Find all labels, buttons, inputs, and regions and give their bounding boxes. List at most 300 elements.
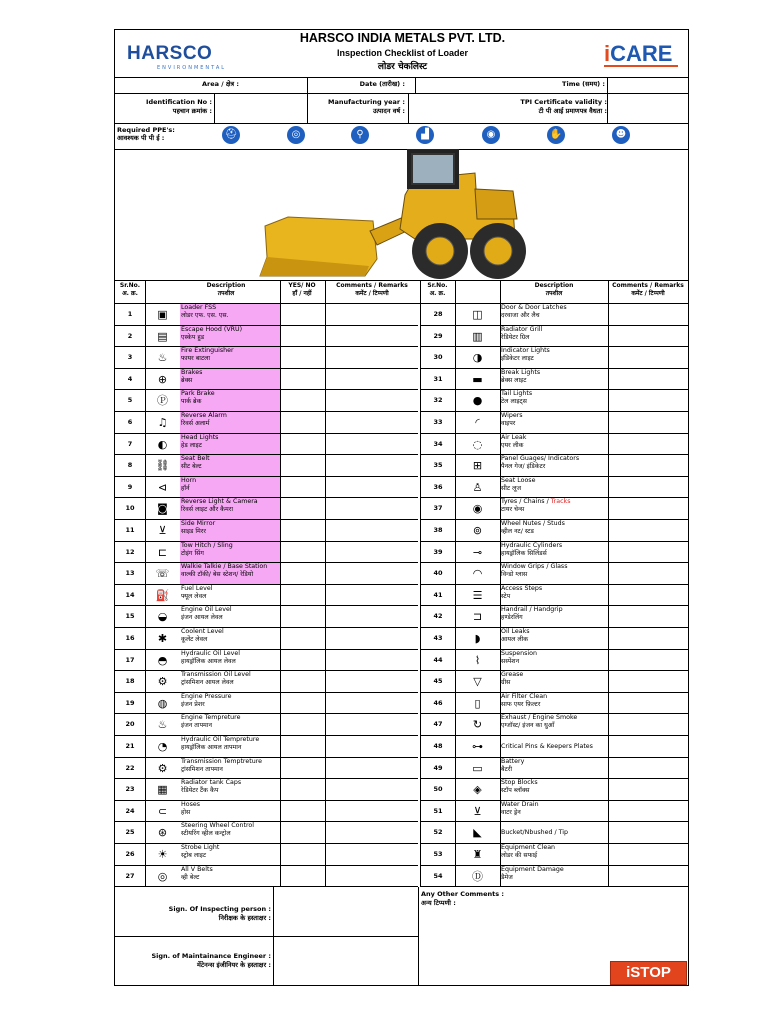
item-label-hi: टायर चेन्स	[501, 506, 525, 514]
row-number: 17	[115, 650, 145, 672]
item-description	[500, 455, 608, 477]
item-label-text: Wipers	[501, 412, 523, 419]
row-number: 11	[115, 520, 145, 542]
row-number: 45	[420, 671, 455, 693]
item-label	[501, 736, 608, 758]
item-description	[180, 628, 280, 650]
row-number: 14	[115, 585, 145, 607]
item-label: Coolent Level	[181, 628, 224, 635]
item-label-hi: ब्रेक्स लाइट	[501, 376, 527, 384]
item-description	[500, 326, 608, 348]
yes-no-cell	[280, 347, 325, 369]
item-label: Tow Hitch / Sling	[181, 541, 233, 549]
item-label-hi: रिवर्स अलार्म	[181, 420, 210, 427]
ppe-row	[115, 123, 688, 150]
item-label-hi: हेड लाइट	[181, 441, 202, 449]
item-label	[501, 520, 608, 528]
comment-cell	[608, 779, 688, 801]
item-label: Park Brake	[181, 390, 215, 398]
gauge-icon: ⊞	[455, 455, 500, 477]
item-label-hi: ब्रेक्स	[181, 376, 193, 384]
item-label-text: Equipment Clean	[501, 844, 556, 851]
other-comments-hi: अन्य टिप्पणी :	[421, 899, 456, 907]
col-desc-en: Description	[206, 282, 246, 289]
item-label-text: Water Drain	[501, 800, 539, 808]
item-description	[180, 671, 280, 693]
item-label-hi: सीट बेल्ट	[181, 463, 202, 471]
item-label-text: Wheel Nutes / Studs	[501, 520, 565, 527]
item-label: Engine Tempreture	[181, 714, 241, 722]
row-number: 50	[420, 779, 455, 801]
comment-cell	[608, 326, 688, 348]
item-description	[500, 844, 608, 866]
item-description	[180, 736, 280, 758]
item-label-hi: फ्यूल लेवल	[181, 592, 207, 600]
item-label: Head Lights	[181, 433, 219, 441]
row-number: 20	[115, 714, 145, 736]
item-label	[501, 628, 608, 636]
drain-icon: ⊻	[455, 801, 500, 823]
item-description	[500, 736, 608, 758]
item-label	[501, 779, 608, 787]
item-description	[180, 477, 280, 499]
other-comments-label	[421, 890, 504, 908]
mfg-year-text: Manufacturing year :	[328, 98, 405, 106]
item-description	[180, 779, 280, 801]
row-number: 52	[420, 822, 455, 844]
yes-no-cell	[280, 693, 325, 715]
item-label	[501, 326, 608, 334]
bucket-icon: ◣	[455, 822, 500, 844]
harsco-logo	[127, 43, 226, 71]
item-description	[180, 498, 280, 520]
harsco-logo-sub: ENVIRONMENTAL	[157, 65, 227, 71]
yes-no-cell	[280, 520, 325, 542]
comment-cell	[608, 693, 688, 715]
tpi-label	[495, 98, 607, 116]
comment-cell	[325, 498, 418, 520]
row-number: 44	[420, 650, 455, 672]
icare-logo-i: i	[604, 41, 611, 66]
engineer-sign-hi: मेंटेनन्स इंजीनियर के हस्ताक्षर :	[196, 961, 271, 969]
hyd-temp-icon: ◔	[145, 736, 180, 758]
item-description	[180, 866, 280, 888]
row-number: 13	[115, 563, 145, 585]
col-sr-right-en: Sr.No.	[427, 282, 448, 289]
inspection-sheet	[114, 29, 689, 986]
item-description	[500, 758, 608, 780]
row-number: 47	[420, 714, 455, 736]
item-label-hi: स्टेप	[501, 592, 511, 600]
comment-cell	[608, 412, 688, 434]
comment-cell	[608, 542, 688, 564]
row-number: 3	[115, 347, 145, 369]
item-label: Reverse Light & Camera	[181, 498, 258, 506]
item-label-hi: वाल्की टॉकी/ बेस स्टेशन/ रेडियो	[181, 571, 254, 579]
item-label-hi: ग्रीस	[501, 679, 511, 687]
row-number: 41	[420, 585, 455, 607]
engineer-sign-label	[115, 952, 271, 970]
comment-cell	[325, 347, 418, 369]
item-label-red: Tracks	[550, 498, 571, 506]
engineer-sign-en: Sign. of Maintainance Engineer :	[151, 952, 271, 960]
item-label-hi: दरवाजा और लैच	[501, 312, 540, 319]
item-label-text: Bucket/Nbushed / Tip	[501, 829, 569, 837]
inspector-sign-hi: निरीक्षक के हस्ताक्षर :	[218, 914, 271, 922]
yes-no-cell	[280, 455, 325, 477]
item-label-hi: सस्पेंशन	[501, 657, 520, 665]
item-label-hi: स्टॉप ब्लॉक्स	[501, 787, 530, 795]
item-label-hi: हण्डेरलिंग	[501, 614, 523, 622]
tpi-text: TPI Certificate validity :	[520, 98, 607, 106]
row-number: 10	[115, 498, 145, 520]
comment-cell	[608, 563, 688, 585]
item-description	[500, 801, 608, 823]
item-label-text: Hydraulic Cylinders	[501, 541, 563, 549]
col-comments-en: Comments / Remarks	[336, 282, 408, 289]
col-sr-right-hi: अ. क्र.	[429, 290, 446, 297]
row-number: 28	[420, 304, 455, 326]
fss-icon: ▣	[145, 304, 180, 326]
gloves-icon: ✋	[547, 126, 565, 144]
strobe-icon: ☀	[145, 844, 180, 866]
row-number: 24	[115, 801, 145, 823]
row-number: 33	[420, 412, 455, 434]
item-label-hi: टेल लाइट्स	[501, 398, 527, 406]
comment-cell	[325, 650, 418, 672]
tpi-text-hi: टी पी आई प्रमाणपत्र वैधता :	[538, 107, 607, 115]
area-date-time-row	[115, 77, 688, 94]
row-number: 9	[115, 477, 145, 499]
item-label-text: Air Leak	[501, 433, 527, 441]
yes-no-cell	[280, 412, 325, 434]
id-no-text-hi: पहचान क्रमांक :	[172, 107, 212, 115]
damage-icon: Ⓓ	[455, 866, 500, 888]
yes-no-cell	[280, 736, 325, 758]
comment-cell	[608, 520, 688, 542]
comment-cell	[325, 844, 418, 866]
mask-icon: ☻	[612, 126, 630, 144]
engine-icon: ◍	[145, 693, 180, 715]
item-description	[500, 779, 608, 801]
company-name: HARSCO INDIA METALS PVT. LTD.	[299, 31, 506, 45]
row-number: 19	[115, 693, 145, 715]
item-label-hi: स्ट्रोब लाइट	[181, 852, 207, 859]
item-label-hi: डैमेज	[501, 873, 513, 881]
steering-icon: ⊛	[145, 822, 180, 844]
comment-cell	[325, 390, 418, 412]
item-description	[500, 650, 608, 672]
comment-cell	[608, 606, 688, 628]
comment-cell	[325, 455, 418, 477]
exhaust-icon: ↻	[455, 714, 500, 736]
yes-no-cell	[280, 758, 325, 780]
row-number: 2	[115, 326, 145, 348]
item-description	[180, 304, 280, 326]
loader-image	[115, 149, 688, 281]
item-label: Brakes	[181, 368, 203, 376]
item-description	[180, 563, 280, 585]
item-label-text: Critical Pins & Keepers Plates	[501, 743, 593, 750]
item-description	[180, 650, 280, 672]
ppe-label-text: Required PPE's:	[117, 126, 175, 134]
item-description	[180, 542, 280, 564]
comment-cell	[608, 304, 688, 326]
comment-cell	[608, 369, 688, 391]
row-number: 46	[420, 693, 455, 715]
item-label-hi: टोइंग सिंग	[181, 549, 204, 557]
item-label-hi: हायड्रॉलिक सिलिंडर्स	[501, 549, 547, 557]
checklist-title-hi: लोडर चेकलिस्ट	[377, 62, 428, 72]
row-number: 27	[115, 866, 145, 888]
row-number: 54	[420, 866, 455, 888]
item-description	[500, 434, 608, 456]
item-description	[500, 542, 608, 564]
row-number: 6	[115, 412, 145, 434]
air-leak-icon: ◌	[455, 434, 500, 456]
wheel-loader-illustration	[115, 149, 688, 280]
yes-no-cell	[280, 844, 325, 866]
grease-icon: ▽	[455, 671, 500, 693]
pins-icon: ⊶	[455, 736, 500, 758]
mirror-icon: ⊻	[145, 520, 180, 542]
id-no-label	[115, 98, 212, 116]
checklist-title: Inspection Checklist of Loader	[336, 48, 469, 58]
item-description	[500, 822, 608, 844]
item-label-hi: फायर बाटला	[181, 355, 211, 363]
item-label-hi: इंडिकेटर लाइट	[501, 355, 534, 363]
item-label-hi: सीट लूज	[501, 484, 522, 492]
radiator-icon: ▦	[145, 779, 180, 801]
oil-leak-icon: ◗	[455, 628, 500, 650]
item-description	[500, 347, 608, 369]
item-description	[180, 693, 280, 715]
yes-no-cell	[280, 369, 325, 391]
item-label-hi: रिवर्स लाइट और कैमरा	[181, 506, 233, 514]
door-icon: ◫	[455, 304, 500, 326]
comment-cell	[608, 866, 688, 888]
item-label-hi: आयल लीक	[501, 636, 529, 643]
item-label-hi: एयर लीक	[501, 441, 524, 449]
item-label	[501, 347, 608, 355]
item-label: Hydraulic Oil Tempreture	[181, 736, 260, 743]
wheel-nut-icon: ⊚	[455, 520, 500, 542]
item-description	[500, 671, 608, 693]
item-description	[180, 758, 280, 780]
item-label-hi: साफ एयर फ़िल्टर	[501, 700, 541, 708]
item-label	[501, 304, 608, 312]
item-description	[180, 390, 280, 412]
item-label	[501, 434, 608, 442]
istop-logo: iSTOP	[610, 961, 687, 985]
grill-icon: ▥	[455, 326, 500, 348]
hood-icon: ▤	[145, 326, 180, 348]
item-description	[500, 304, 608, 326]
comment-cell	[325, 542, 418, 564]
inspector-sign-label	[115, 905, 271, 923]
row-number: 7	[115, 434, 145, 456]
item-description	[180, 801, 280, 823]
item-label: Walkie Talkie / Base Station	[181, 563, 268, 571]
item-label-text: Handrail / Handgrip	[501, 606, 563, 614]
suspension-icon: ⌇	[455, 650, 500, 672]
row-number: 1	[115, 304, 145, 326]
item-label-text: Door & Door Latches	[501, 304, 567, 311]
item-label-hi: विन्डो ग्लास	[501, 571, 528, 579]
item-label-hi: पार्क ब्रेक	[181, 398, 202, 406]
comment-cell	[608, 822, 688, 844]
row-number: 39	[420, 542, 455, 564]
comment-cell	[608, 844, 688, 866]
belt-icon: ◎	[145, 866, 180, 888]
item-label: Reverse Alarm	[181, 412, 227, 419]
hydraulic-oil-icon: ◓	[145, 650, 180, 672]
item-label: Transmission Temptreture	[181, 757, 263, 765]
item-label	[501, 585, 608, 593]
item-label-text: Stop Blocks	[501, 779, 538, 787]
icare-logo-rest: CARE	[610, 41, 673, 66]
earplug-icon: ◉	[482, 126, 500, 144]
item-label: Engine Oil Level	[181, 606, 232, 614]
item-label: Escape Hood (VRU)	[181, 325, 243, 333]
item-label	[501, 844, 608, 852]
company-block	[295, 31, 510, 72]
comment-cell	[608, 736, 688, 758]
item-description	[180, 844, 280, 866]
item-label-text: Exhaust / Engine Smoke	[501, 714, 578, 722]
comment-cell	[608, 650, 688, 672]
hose-icon: ⊂	[145, 801, 180, 823]
item-label-hi: बैटरी	[501, 765, 512, 773]
steps-icon: ☰	[455, 585, 500, 607]
row-number: 29	[420, 326, 455, 348]
yes-no-cell	[280, 477, 325, 499]
row-number: 15	[115, 606, 145, 628]
tyre-icon: ◉	[455, 498, 500, 520]
header	[115, 30, 688, 78]
comment-cell	[325, 326, 418, 348]
item-label: Transmission Oil Level	[181, 671, 251, 679]
yes-no-cell	[280, 866, 325, 888]
trans-temp-icon: ⚙	[145, 758, 180, 780]
col-desc-right-hi: तपशील	[545, 290, 563, 297]
item-description	[500, 693, 608, 715]
item-description	[500, 520, 608, 542]
comment-cell	[325, 714, 418, 736]
row-number: 36	[420, 477, 455, 499]
harsco-logo-text: HARSCO	[127, 43, 213, 64]
row-number: 18	[115, 671, 145, 693]
item-label-hi: व्ही बेल्ट	[181, 873, 200, 881]
item-label: Radiator tank Caps	[181, 779, 242, 787]
comment-cell	[325, 736, 418, 758]
comment-cell	[325, 434, 418, 456]
horn-icon: ⊲	[145, 477, 180, 499]
comment-cell	[325, 304, 418, 326]
row-number: 37	[420, 498, 455, 520]
item-label: Steering Wheel Control	[181, 822, 255, 830]
item-label: Hydraulic Oil Level	[181, 649, 240, 657]
wiper-icon: ◜	[455, 412, 500, 434]
yes-no-cell	[280, 563, 325, 585]
row-number: 48	[420, 736, 455, 758]
item-label-text: Panel Guages/ Indicators	[501, 455, 580, 463]
item-label-text: Oil Leaks	[501, 628, 530, 635]
item-label-hi: हॉर्न	[181, 484, 190, 492]
item-description	[500, 369, 608, 391]
item-label-text: Equipment Damage	[501, 865, 564, 873]
comment-cell	[608, 347, 688, 369]
item-label: All V Belts	[181, 865, 213, 873]
date-label: Date (तारीख) :	[359, 80, 405, 88]
comment-cell	[325, 585, 418, 607]
item-description	[180, 434, 280, 456]
comment-cell	[325, 671, 418, 693]
cylinder-icon: ⊸	[455, 542, 500, 564]
item-description	[500, 585, 608, 607]
comment-cell	[325, 822, 418, 844]
yes-no-cell	[280, 822, 325, 844]
clean-icon: ♜	[455, 844, 500, 866]
row-number: 26	[115, 844, 145, 866]
row-number: 4	[115, 369, 145, 391]
row-number: 23	[115, 779, 145, 801]
comment-cell	[325, 693, 418, 715]
item-label-hi: इंजन प्रेशर	[181, 700, 205, 708]
row-number: 49	[420, 758, 455, 780]
item-label-hi: रेडियेटर टैंक कैप	[181, 787, 219, 795]
item-label: Hoses	[181, 800, 201, 808]
item-label-hi: वाटर ड्रेन	[501, 808, 521, 816]
item-label: Side Mirror	[181, 520, 216, 527]
item-label: Fire Extinguisher	[181, 347, 234, 355]
item-description	[500, 390, 608, 412]
seat-icon: ♙	[455, 477, 500, 499]
item-description	[180, 326, 280, 348]
comment-cell	[325, 412, 418, 434]
brake-light-icon: ▬	[455, 369, 500, 391]
row-number: 12	[115, 542, 145, 564]
col-desc-hi: तपशील	[217, 290, 235, 297]
col-comments-hi: कमेंट / टिप्पणी	[355, 290, 389, 297]
yes-no-cell	[280, 650, 325, 672]
item-label-text: Air Filter Clean	[501, 692, 548, 700]
yes-no-cell	[280, 542, 325, 564]
row-number: 32	[420, 390, 455, 412]
harness-icon: ⚲	[351, 126, 369, 144]
item-label-hi: कूलेंट लेवल	[181, 636, 208, 643]
item-description	[180, 520, 280, 542]
item-label	[501, 477, 608, 485]
item-label-hi: ट्रांसमिशन तापमान	[181, 765, 223, 773]
item-description	[180, 369, 280, 391]
comment-cell	[608, 390, 688, 412]
comment-cell	[608, 477, 688, 499]
item-label: Horn	[181, 476, 197, 484]
extinguisher-icon: ♨	[145, 347, 180, 369]
fuel-icon: ⛽	[145, 585, 180, 607]
row-number: 16	[115, 628, 145, 650]
comment-cell	[325, 606, 418, 628]
comment-cell	[608, 714, 688, 736]
item-label-text: Break Lights	[501, 368, 541, 376]
item-label-hi: इंजन तापमान	[181, 722, 212, 730]
comment-cell	[608, 455, 688, 477]
item-description	[500, 714, 608, 736]
item-description	[500, 563, 608, 585]
comment-cell	[608, 758, 688, 780]
item-label-hi: लोडर की सफाई	[501, 852, 538, 859]
